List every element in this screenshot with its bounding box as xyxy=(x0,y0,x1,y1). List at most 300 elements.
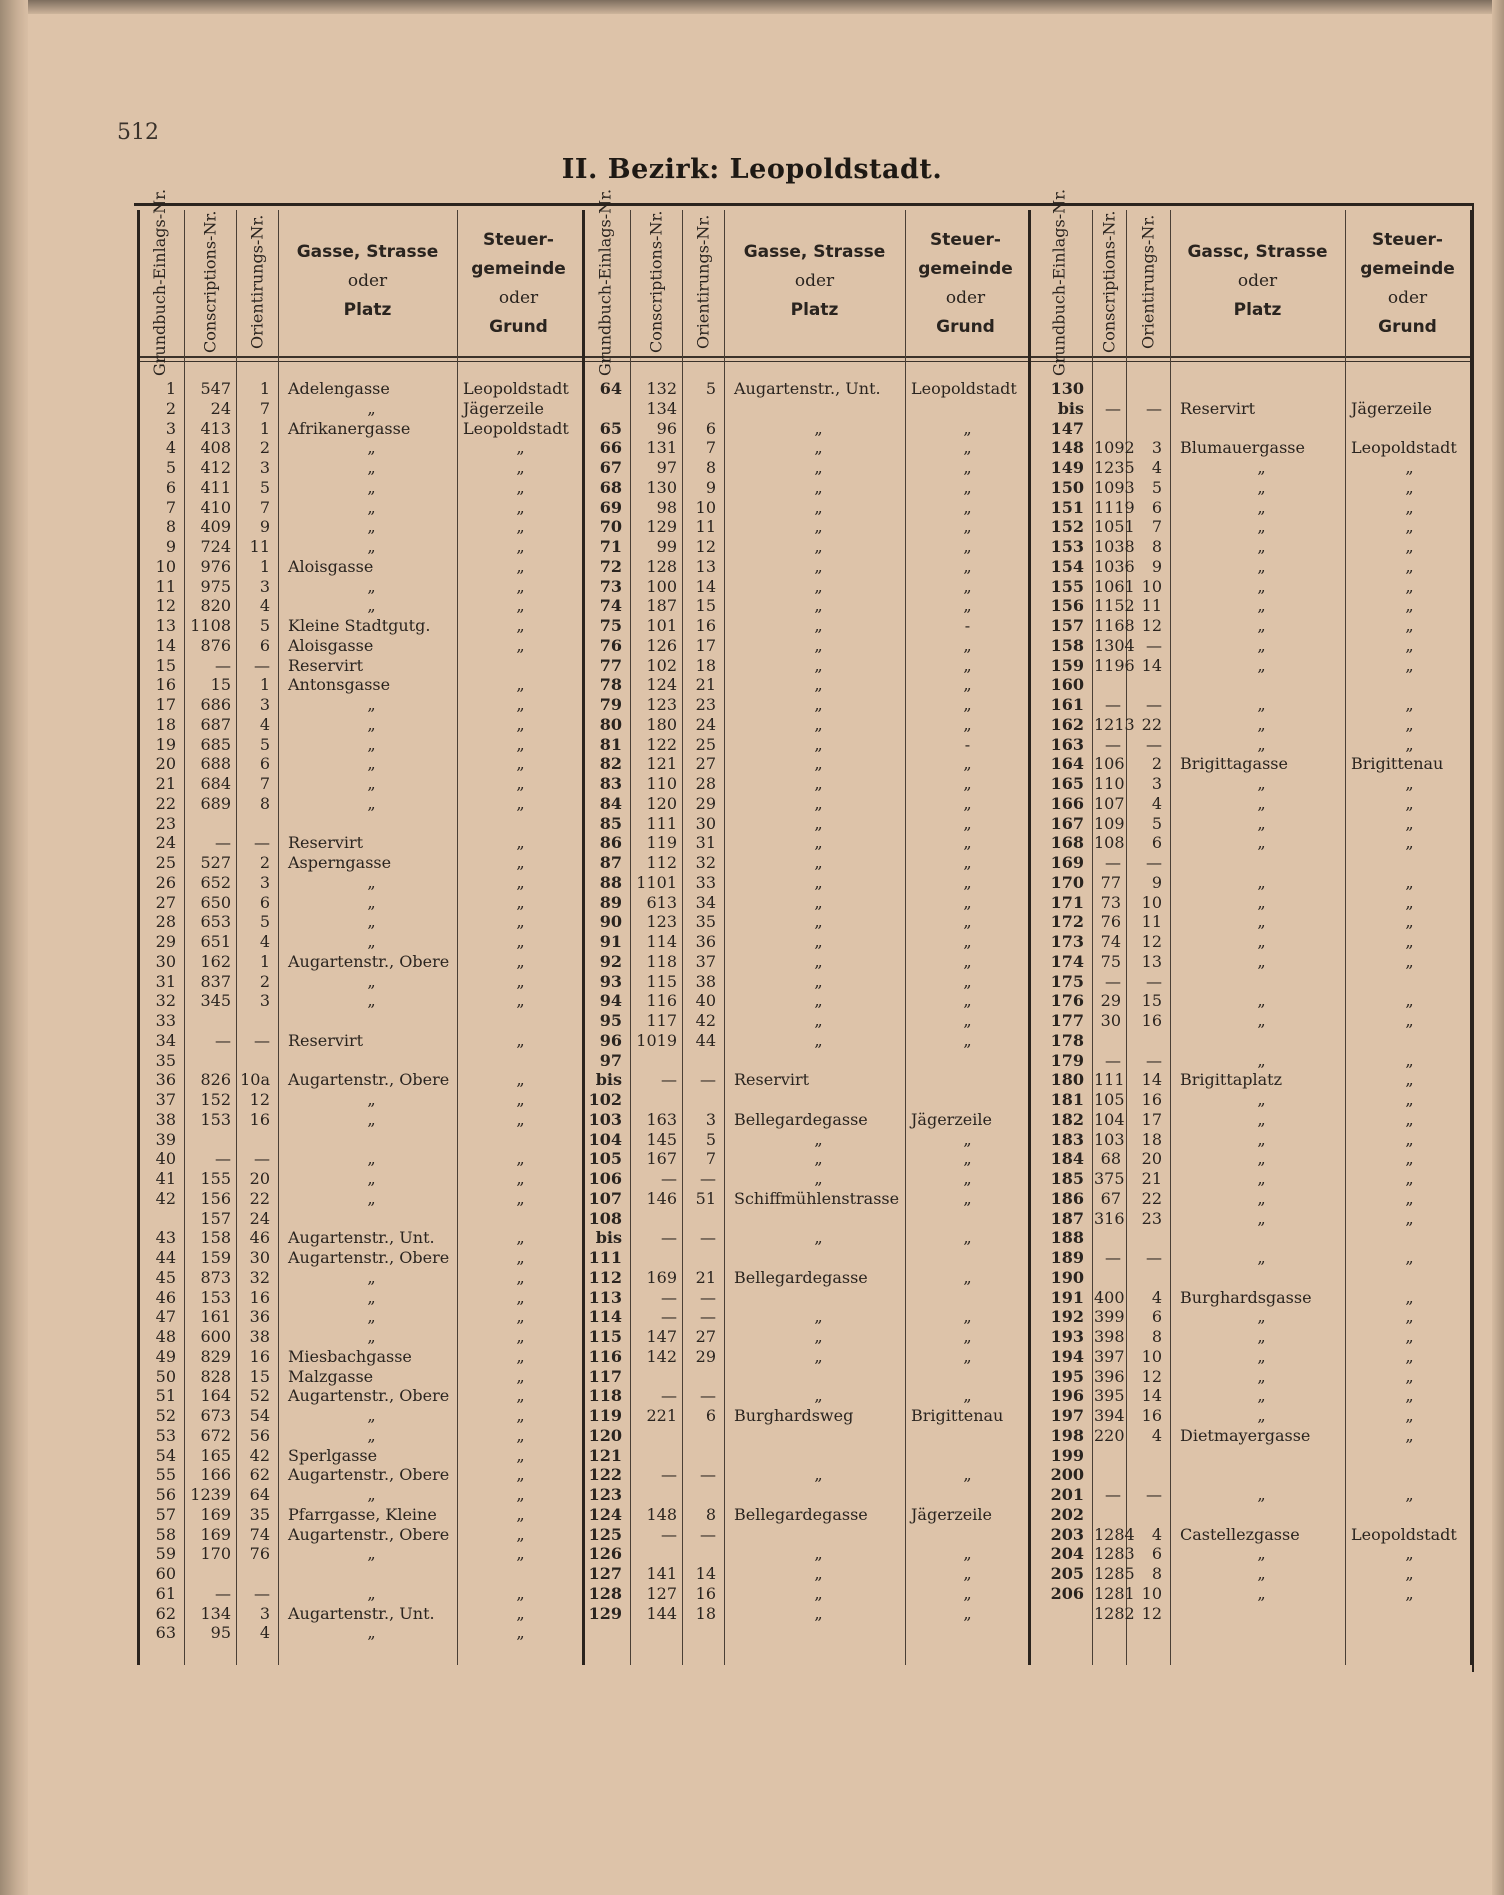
gasse-name: „ xyxy=(1257,458,1266,477)
orientirungs-nr: 54 xyxy=(249,1406,270,1425)
grundbuch-nr: 205 xyxy=(1050,1564,1084,1583)
conscriptions-nr: 1168 xyxy=(1094,616,1135,635)
gasse-name: „ xyxy=(1257,695,1266,714)
grundbuch-nr: 113 xyxy=(588,1287,622,1307)
orientirungs-nr: 5 xyxy=(1151,477,1162,497)
orientirungs-nr: 16 xyxy=(695,616,716,635)
conscriptions-nr: 111 xyxy=(1094,1070,1125,1090)
conscriptions-nr: — xyxy=(661,1465,677,1485)
steuergemeinde: „ xyxy=(1405,1070,1414,1090)
conscriptions-nr: 1061 xyxy=(1094,576,1135,596)
conscriptions-nr: 1239 xyxy=(190,1485,231,1504)
steuergemeinde: „ xyxy=(963,714,972,734)
conscriptions-nr: 106 xyxy=(1094,754,1125,774)
grundbuch-nr: 38 xyxy=(155,1109,176,1129)
grundbuch-nr: 167 xyxy=(1050,813,1084,833)
conscriptions-nr: 1304 xyxy=(1094,635,1135,655)
grundbuch-nr: 86 xyxy=(599,833,622,853)
steuergemeinde: „ xyxy=(963,438,972,458)
conscriptions-nr: 127 xyxy=(646,1583,677,1603)
orientirungs-nr: — xyxy=(700,1287,716,1307)
orientirungs-nr: 10 xyxy=(1141,892,1162,912)
steuergemeinde: „ xyxy=(963,872,972,892)
steuergemeinde: „ xyxy=(516,912,525,932)
steuergemeinde: „ xyxy=(516,1267,525,1287)
steuergemeinde: „ xyxy=(963,1149,972,1169)
conscriptions-nr: — xyxy=(1105,1485,1121,1504)
orientirungs-nr: — xyxy=(1146,398,1162,418)
orientirungs-nr: — xyxy=(254,833,270,853)
grundbuch-nr: 19 xyxy=(155,734,176,754)
orientirungs-nr: 16 xyxy=(1141,1406,1162,1425)
steuergemeinde: „ xyxy=(963,1011,972,1030)
orientirungs-nr: — xyxy=(1146,635,1162,655)
conscriptions-nr: 103 xyxy=(1094,1129,1125,1149)
orientirungs-nr: 18 xyxy=(1141,1129,1162,1149)
grundbuch-nr: 17 xyxy=(155,695,176,714)
conscriptions-nr: 123 xyxy=(646,695,677,714)
conscriptions-nr: 413 xyxy=(200,418,231,438)
orientirungs-nr: 51 xyxy=(695,1188,716,1208)
conscriptions-nr: 653 xyxy=(200,912,231,932)
steuergemeinde: „ xyxy=(1405,1169,1414,1188)
orientirungs-nr: 2 xyxy=(1151,754,1162,774)
grundbuch-nr: 32 xyxy=(155,991,176,1011)
header-line: gemeinde xyxy=(918,259,1013,279)
conscriptions-nr: — xyxy=(1105,971,1121,991)
page-right-edge xyxy=(1492,0,1504,1895)
conscriptions-nr: 399 xyxy=(1094,1307,1125,1327)
grundbuch-nr: 153 xyxy=(1050,537,1084,556)
header-line: Grund xyxy=(936,317,995,337)
grundbuch-nr: 3 xyxy=(165,418,176,438)
steuergemeinde: „ xyxy=(963,774,972,793)
gasse-name: Castellezgasse xyxy=(1180,1524,1300,1544)
orientirungs-nr: 62 xyxy=(249,1465,270,1485)
grundbuch-nr: 187 xyxy=(1050,1208,1084,1228)
grundbuch-nr: 94 xyxy=(599,991,622,1011)
grundbuch-nr: 47 xyxy=(155,1307,176,1327)
conscriptions-nr: 147 xyxy=(646,1327,677,1346)
gasse-name: „ xyxy=(367,971,376,991)
conscriptions-nr: 1108 xyxy=(190,616,231,635)
grundbuch-nr: 80 xyxy=(599,714,622,734)
gasse-name: Augartenstr., Obere xyxy=(288,1524,450,1544)
steuergemeinde: Jägerzeile xyxy=(1351,398,1432,418)
orientirungs-nr: 21 xyxy=(695,1267,716,1287)
gasse-name: „ xyxy=(814,1544,823,1564)
grundbuch-nr: 84 xyxy=(599,793,622,813)
gasse-name: „ xyxy=(367,793,376,813)
orientirungs-nr: 4 xyxy=(1151,793,1162,813)
orientirungs-nr: 13 xyxy=(1141,951,1162,971)
orientirungs-nr: 4 xyxy=(259,932,270,951)
gasse-name: „ xyxy=(814,774,823,793)
orientirungs-nr: 10a xyxy=(240,1070,270,1090)
orientirungs-nr: — xyxy=(700,1386,716,1406)
orientirungs-nr: 7 xyxy=(259,497,270,517)
orientirungs-nr: 1 xyxy=(259,675,270,695)
orientirungs-nr: 20 xyxy=(249,1169,270,1188)
grundbuch-nr: 42 xyxy=(155,1188,176,1208)
conscriptions-nr: 547 xyxy=(200,379,231,398)
grundbuch-nr: 180 xyxy=(1050,1070,1084,1090)
steuergemeinde: „ xyxy=(963,1346,972,1366)
conscriptions-nr: — xyxy=(215,1149,231,1169)
grundbuch-nr: 103 xyxy=(588,1109,622,1129)
gasse-name: „ xyxy=(814,655,823,675)
steuergemeinde: „ xyxy=(963,1465,972,1485)
grundbuch-nr: 92 xyxy=(599,951,622,971)
orientirungs-nr: — xyxy=(700,1228,716,1248)
gasse-name: „ xyxy=(814,932,823,951)
grundbuch-nr: 49 xyxy=(155,1346,176,1366)
grundbuch-nr: 200 xyxy=(1050,1465,1084,1485)
gasse-name: „ xyxy=(814,1030,823,1050)
steuergemeinde: „ xyxy=(963,813,972,833)
grundbuch-nr: 45 xyxy=(155,1267,176,1287)
page-top-edge xyxy=(0,0,1504,14)
orientirungs-nr: — xyxy=(1146,971,1162,991)
orientirungs-nr: 30 xyxy=(249,1248,270,1267)
conscriptions-nr: — xyxy=(215,833,231,853)
gasse-name: „ xyxy=(1257,1090,1266,1109)
steuergemeinde: „ xyxy=(963,1169,972,1188)
column-rule xyxy=(1092,210,1093,1665)
grundbuch-nr: 48 xyxy=(155,1327,176,1346)
grundbuch-nr: 53 xyxy=(155,1425,176,1445)
gasse-name: „ xyxy=(1257,1169,1266,1188)
steuergemeinde: „ xyxy=(963,912,972,932)
orientirungs-nr: 38 xyxy=(249,1327,270,1346)
orientirungs-nr: 17 xyxy=(695,635,716,655)
steuergemeinde: „ xyxy=(1405,497,1414,517)
header-line: Grund xyxy=(1378,317,1437,337)
conscriptions-nr: 411 xyxy=(200,477,231,497)
conscriptions-nr: 101 xyxy=(646,616,677,635)
gasse-name: „ xyxy=(1257,576,1266,596)
gasse-name: „ xyxy=(367,991,376,1011)
grundbuch-nr: 73 xyxy=(599,576,622,596)
steuergemeinde: „ xyxy=(516,991,525,1011)
steuergemeinde: „ xyxy=(516,1583,525,1603)
steuergemeinde: „ xyxy=(1405,813,1414,833)
conscriptions-nr: 673 xyxy=(200,1406,231,1425)
gasse-name: „ xyxy=(814,1307,823,1327)
orientirungs-nr: 7 xyxy=(259,398,270,418)
steuergemeinde: „ xyxy=(963,932,972,951)
gasse-name: „ xyxy=(814,1327,823,1346)
steuergemeinde: „ xyxy=(963,655,972,675)
conscriptions-nr: 95 xyxy=(210,1623,231,1643)
orientirungs-nr: 3 xyxy=(259,695,270,714)
steuergemeinde: „ xyxy=(516,1544,525,1564)
grundbuch-nr: 33 xyxy=(155,1011,176,1030)
gasse-name: „ xyxy=(1257,1149,1266,1169)
header-rule xyxy=(137,356,1470,358)
gasse-name: Burghardsgasse xyxy=(1180,1287,1312,1307)
orientirungs-nr: 7 xyxy=(259,774,270,793)
orientirungs-nr: 10 xyxy=(1141,576,1162,596)
conscriptions-nr: 826 xyxy=(200,1070,231,1090)
steuergemeinde: Leopoldstadt xyxy=(463,379,569,398)
conscriptions-nr: 828 xyxy=(200,1366,231,1386)
steuergemeinde: „ xyxy=(1405,1307,1414,1327)
gasse-name: „ xyxy=(367,1267,376,1287)
conscriptions-nr: 126 xyxy=(646,635,677,655)
grundbuch-nr: 36 xyxy=(155,1070,176,1090)
steuergemeinde: „ xyxy=(963,1583,972,1603)
grundbuch-nr: 172 xyxy=(1050,912,1084,932)
gasse-name: „ xyxy=(1257,951,1266,971)
orientirungs-nr: 4 xyxy=(259,596,270,616)
conscriptions-nr: 167 xyxy=(646,1149,677,1169)
grundbuch-nr: 118 xyxy=(588,1386,622,1406)
column-rule xyxy=(184,210,185,1665)
column-rule-thick xyxy=(1470,210,1473,1665)
conscriptions-nr: 169 xyxy=(200,1504,231,1524)
conscriptions-nr: 159 xyxy=(200,1248,231,1267)
grundbuch-nr: 149 xyxy=(1050,458,1084,477)
conscriptions-nr: 1282 xyxy=(1094,1603,1135,1623)
conscriptions-nr: 152 xyxy=(200,1090,231,1109)
gasse-name: „ xyxy=(367,1544,376,1564)
conscriptions-nr: 1281 xyxy=(1094,1583,1135,1603)
conscriptions-nr: 153 xyxy=(200,1287,231,1307)
orientirungs-nr: 36 xyxy=(249,1307,270,1327)
grundbuch-nr: 87 xyxy=(599,853,622,872)
gasse-name: „ xyxy=(1257,1011,1266,1030)
grundbuch-nr: 67 xyxy=(599,458,622,477)
orientirungs-nr: 42 xyxy=(695,1011,716,1030)
gasse-name: „ xyxy=(1257,1386,1266,1406)
gasse-name: „ xyxy=(814,418,823,438)
grundbuch-nr: 202 xyxy=(1050,1504,1084,1524)
gasse-name: „ xyxy=(814,556,823,576)
gasse-name: „ xyxy=(814,1346,823,1366)
conscriptions-nr: 98 xyxy=(656,497,677,517)
steuergemeinde: „ xyxy=(516,1149,525,1169)
orientirungs-nr: 5 xyxy=(259,912,270,932)
gasse-name: Antonsgasse xyxy=(288,675,391,695)
orientirungs-nr: 9 xyxy=(705,477,716,497)
steuergemeinde: „ xyxy=(516,1623,525,1643)
grundbuch-nr: 129 xyxy=(588,1603,622,1623)
gasse-name: Reservirt xyxy=(288,1030,364,1050)
grundbuch-nr: 191 xyxy=(1050,1287,1084,1307)
steuergemeinde: „ xyxy=(963,833,972,853)
gasse-name: „ xyxy=(367,596,376,616)
gasse-name: Asperngasse xyxy=(288,853,392,872)
grundbuch-nr: 152 xyxy=(1050,517,1084,537)
conscriptions-nr: 102 xyxy=(646,655,677,675)
conscriptions-nr: 75 xyxy=(1100,951,1121,971)
grundbuch-nr: 61 xyxy=(155,1583,176,1603)
conscriptions-nr: — xyxy=(1105,853,1121,872)
orientirungs-nr: 25 xyxy=(695,734,716,754)
gasse-name: „ xyxy=(814,1228,823,1248)
conscriptions-nr: — xyxy=(1105,398,1121,418)
conscriptions-nr: 24 xyxy=(210,398,231,418)
orientirungs-nr: 4 xyxy=(259,714,270,734)
orientirungs-nr: 27 xyxy=(695,1327,716,1346)
header-conscriptions: Conscriptions-Nr. xyxy=(1099,210,1119,354)
page-number: 512 xyxy=(117,120,159,145)
orientirungs-nr: 9 xyxy=(1151,556,1162,576)
orientirungs-nr: 8 xyxy=(1151,537,1162,556)
steuergemeinde: „ xyxy=(1405,576,1414,596)
gasse-name: „ xyxy=(1257,1307,1266,1327)
steuergemeinde: „ xyxy=(516,1346,525,1366)
header-line: Platz xyxy=(790,300,839,320)
conscriptions-nr: 148 xyxy=(646,1504,677,1524)
grundbuch-nr: 97 xyxy=(599,1050,622,1070)
orientirungs-nr: 10 xyxy=(695,497,716,517)
conscriptions-nr: 1196 xyxy=(1094,655,1135,675)
grundbuch-nr: 179 xyxy=(1050,1050,1084,1070)
orientirungs-nr: 56 xyxy=(249,1425,270,1445)
gasse-name: „ xyxy=(1257,1327,1266,1346)
gasse-name: Brigittagasse xyxy=(1180,754,1288,774)
header-gasse xyxy=(280,238,455,325)
grundbuch-nr: 8 xyxy=(165,517,176,537)
gasse-name: „ xyxy=(814,596,823,616)
gasse-name: „ xyxy=(367,1583,376,1603)
header-gasse xyxy=(1172,238,1343,325)
gasse-name: Adelengasse xyxy=(288,379,390,398)
gasse-name: „ xyxy=(367,912,376,932)
orientirungs-nr: 14 xyxy=(1141,1070,1162,1090)
orientirungs-nr: — xyxy=(1146,1485,1162,1504)
grundbuch-nr: 114 xyxy=(588,1307,622,1327)
grundbuch-nr: 29 xyxy=(155,932,176,951)
conscriptions-nr: 1283 xyxy=(1094,1544,1135,1564)
steuergemeinde: „ xyxy=(516,714,525,734)
orientirungs-nr: 2 xyxy=(259,438,270,458)
grundbuch-nr: 193 xyxy=(1050,1327,1084,1346)
grundbuch-nr: 171 xyxy=(1050,892,1084,912)
orientirungs-nr: 3 xyxy=(1151,774,1162,793)
header-line: Platz xyxy=(343,300,392,320)
steuergemeinde: „ xyxy=(516,833,525,853)
header-line: Steuer- xyxy=(930,230,1001,250)
grundbuch-nr: 104 xyxy=(588,1129,622,1149)
steuergemeinde: „ xyxy=(516,458,525,477)
orientirungs-nr: 3 xyxy=(259,1603,270,1623)
grundbuch-nr: 159 xyxy=(1050,655,1084,675)
steuergemeinde: „ xyxy=(516,1188,525,1208)
grundbuch-nr: 71 xyxy=(599,537,622,556)
orientirungs-nr: 15 xyxy=(1141,991,1162,1011)
conscriptions-nr: 1284 xyxy=(1094,1524,1135,1544)
steuergemeinde: „ xyxy=(963,1228,972,1248)
steuergemeinde: „ xyxy=(963,1544,972,1564)
grundbuch-nr: 126 xyxy=(588,1544,622,1564)
gasse-name: Brigittaplatz xyxy=(1180,1070,1283,1090)
header-line: Steuer- xyxy=(1372,230,1443,250)
grundbuch-nr: 160 xyxy=(1050,675,1084,695)
conscriptions-nr: 108 xyxy=(1094,833,1125,853)
gasse-name: „ xyxy=(367,1406,376,1425)
conscriptions-nr: 409 xyxy=(200,517,231,537)
orientirungs-nr: 64 xyxy=(249,1485,270,1504)
gasse-name: „ xyxy=(1257,537,1266,556)
conscriptions-nr: 132 xyxy=(646,379,677,398)
grundbuch-nr: 50 xyxy=(155,1366,176,1386)
orientirungs-nr: 1 xyxy=(259,418,270,438)
grundbuch-nr: 184 xyxy=(1050,1149,1084,1169)
grundbuch-nr: 90 xyxy=(599,912,622,932)
grundbuch-nr: 72 xyxy=(599,556,622,576)
grundbuch-nr: 68 xyxy=(599,477,622,497)
orientirungs-nr: 5 xyxy=(705,379,716,398)
grundbuch-nr: 26 xyxy=(155,872,176,892)
orientirungs-nr: 18 xyxy=(695,655,716,675)
orientirungs-nr: 16 xyxy=(249,1346,270,1366)
gasse-name: „ xyxy=(1257,1248,1266,1267)
gasse-name: „ xyxy=(367,1623,376,1643)
steuergemeinde: „ xyxy=(516,596,525,616)
steuergemeinde: „ xyxy=(963,477,972,497)
steuergemeinde: „ xyxy=(516,517,525,537)
column-rule xyxy=(1126,210,1127,1665)
orientirungs-nr: 20 xyxy=(1141,1149,1162,1169)
conscriptions-nr: 169 xyxy=(646,1267,677,1287)
grundbuch-nr: 169 xyxy=(1050,853,1084,872)
conscriptions-nr: — xyxy=(661,1524,677,1544)
conscriptions-nr: 688 xyxy=(200,754,231,774)
orientirungs-nr: — xyxy=(700,1524,716,1544)
conscriptions-nr: 165 xyxy=(200,1445,231,1465)
steuergemeinde: Brigittenau xyxy=(1351,754,1444,774)
steuergemeinde: „ xyxy=(1405,1485,1414,1504)
column-rule xyxy=(278,210,279,1665)
header-line: gemeinde xyxy=(1360,259,1455,279)
steuergemeinde: „ xyxy=(1405,695,1414,714)
steuergemeinde: Brigittenau xyxy=(911,1406,1004,1425)
steuergemeinde: „ xyxy=(516,675,525,695)
header-gasse xyxy=(726,238,903,325)
orientirungs-nr: 6 xyxy=(259,635,270,655)
conscriptions-nr: 97 xyxy=(656,458,677,477)
gasse-name: „ xyxy=(1257,1564,1266,1583)
orientirungs-nr: 14 xyxy=(1141,1386,1162,1406)
gasse-name: „ xyxy=(367,734,376,754)
steuergemeinde: „ xyxy=(1405,932,1414,951)
gasse-name: Malzgasse xyxy=(288,1366,374,1386)
steuergemeinde: „ xyxy=(1405,635,1414,655)
steuergemeinde: „ xyxy=(1405,1406,1414,1425)
gasse-name: „ xyxy=(814,438,823,458)
steuergemeinde: „ xyxy=(516,635,525,655)
grundbuch-nr: 188 xyxy=(1050,1228,1084,1248)
header-grundbuch: Grundbuch-Einlags-Nr. xyxy=(1049,188,1069,376)
gasse-name: „ xyxy=(1257,1109,1266,1129)
grundbuch-nr: 174 xyxy=(1050,951,1084,971)
grundbuch-nr: 201 xyxy=(1050,1485,1084,1504)
steuergemeinde: „ xyxy=(963,695,972,714)
steuergemeinde: „ xyxy=(516,1425,525,1445)
steuergemeinde: „ xyxy=(1405,1287,1414,1307)
orientirungs-nr: 3 xyxy=(1151,438,1162,458)
orientirungs-nr: 14 xyxy=(695,1564,716,1583)
conscriptions-nr: 30 xyxy=(1100,1011,1121,1030)
grundbuch-nr: 11 xyxy=(155,576,176,596)
conscriptions-nr: 105 xyxy=(1094,1090,1125,1109)
gasse-name: „ xyxy=(367,1169,376,1188)
gasse-name: „ xyxy=(814,695,823,714)
orientirungs-nr: 6 xyxy=(259,892,270,912)
